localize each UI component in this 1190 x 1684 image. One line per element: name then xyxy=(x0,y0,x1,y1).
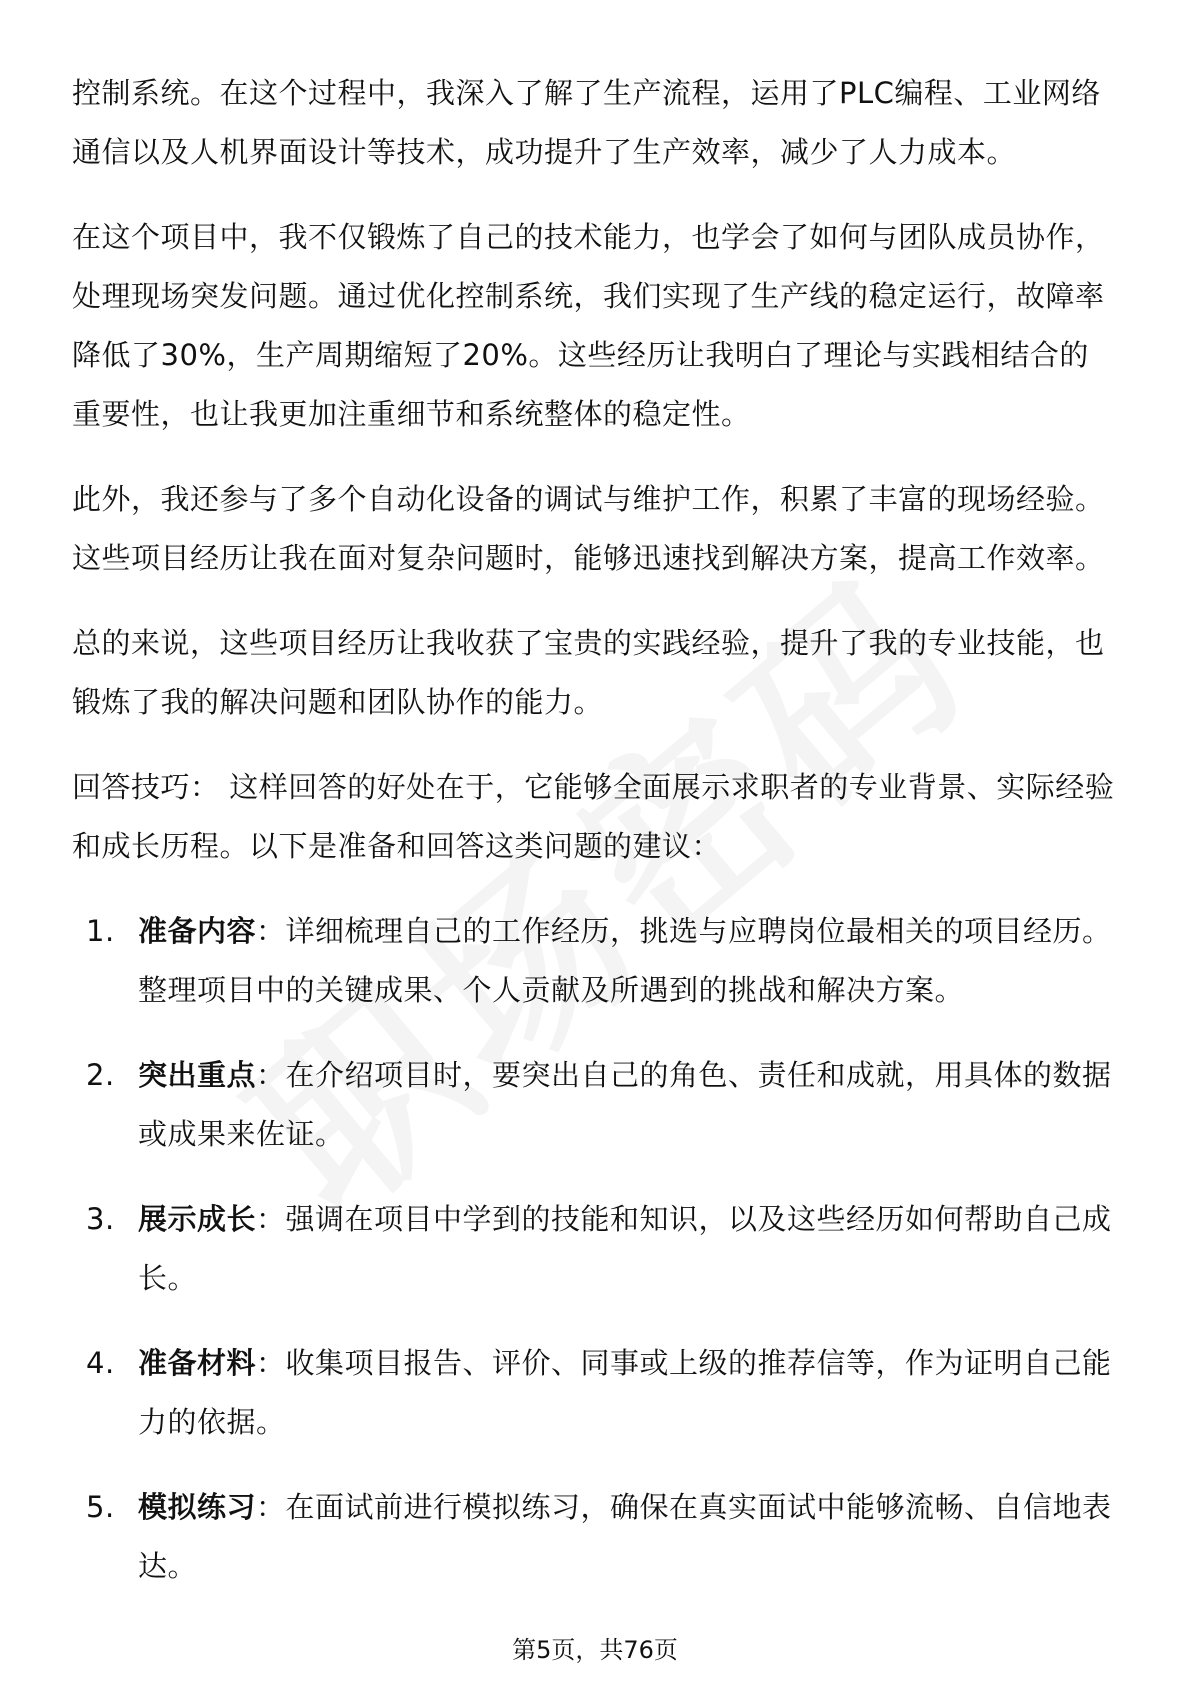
tip-title: 展示成长 xyxy=(138,1202,257,1236)
list-number: 3. xyxy=(86,1202,115,1236)
list-item-text xyxy=(138,1190,1118,1308)
paragraph-answer-tips: 回答技巧： 这样回答的好处在于，它能够全面展示求职者的专业背景、实际经验和成长历程。以下是准备和回答这类问题的建议： xyxy=(72,770,1115,863)
tips-list xyxy=(72,902,1118,1596)
list-item xyxy=(72,1190,1118,1308)
tip-separator: ： xyxy=(256,1346,286,1380)
list-item-text xyxy=(138,1046,1118,1164)
tip-title: 突出重点 xyxy=(138,1058,257,1092)
list-number: 2. xyxy=(86,1058,115,1092)
list-item-text xyxy=(138,1334,1118,1452)
tip-separator: ： xyxy=(256,1202,286,1236)
tip-body: 详细梳理自己的工作经历，挑选与应聘岗位最相关的项目经历。整理项目中的关键成果、个人贡献及所遇到的挑战和解决方案。 xyxy=(138,914,1112,1007)
tip-separator: ： xyxy=(256,1058,286,1092)
list-item-text xyxy=(138,902,1118,1020)
list-item xyxy=(72,1478,1118,1596)
tip-separator: ： xyxy=(256,1490,286,1524)
tip-body: 收集项目报告、评价、同事或上级的推荐信等，作为证明自己能力的依据。 xyxy=(138,1346,1112,1439)
paragraph-extra-experience: 此外，我还参与了多个自动化设备的调试与维护工作，积累了丰富的现场经验。这些项目经历让我在面对复杂问题时，能够迅速找到解决方案，提高工作效率。 xyxy=(72,482,1105,575)
tip-body: 强调在项目中学到的技能和知识，以及这些经历如何帮助自己成长。 xyxy=(138,1202,1112,1295)
paragraph-intro-continued: 控制系统。在这个过程中，我深入了解了生产流程，运用了PLC编程、工业网络通信以及人机界面设计等技术，成功提升了生产效率，减少了人力成本。 xyxy=(72,76,1101,169)
list-item xyxy=(72,902,1118,1020)
page-number: 第5页，共76页 xyxy=(512,1636,678,1664)
list-number: 1. xyxy=(86,914,115,948)
list-number: 5. xyxy=(86,1490,115,1524)
paragraph-project-growth: 在这个项目中，我不仅锻炼了自己的技术能力，也学会了如何与团队成员协作，处理现场突发问题。通过优化控制系统，我们实现了生产线的稳定运行，故障率降低了30%，生产周期缩短了20%。这些经历让我明白了理论与实践相结合的重要性，也让我更加注重细节和系统整体的稳定性。 xyxy=(72,220,1105,431)
tip-body: 在介绍项目时，要突出自己的角色、责任和成就，用具体的数据或成果来佐证。 xyxy=(138,1058,1112,1151)
list-number: 4. xyxy=(86,1346,115,1380)
tip-title: 准备材料 xyxy=(138,1346,257,1380)
tip-separator: ： xyxy=(256,914,286,948)
tip-body: 在面试前进行模拟练习，确保在真实面试中能够流畅、自信地表达。 xyxy=(138,1490,1112,1583)
paragraph-summary: 总的来说，这些项目经历让我收获了宝贵的实践经验，提升了我的专业技能，也锻炼了我的解决问题和团队协作的能力。 xyxy=(72,626,1105,719)
tip-title: 准备内容 xyxy=(138,914,257,948)
document-page xyxy=(72,64,1118,1622)
list-item xyxy=(72,1334,1118,1452)
list-item-text xyxy=(138,1478,1118,1596)
tip-title: 模拟练习 xyxy=(138,1490,257,1524)
list-item xyxy=(72,1046,1118,1164)
